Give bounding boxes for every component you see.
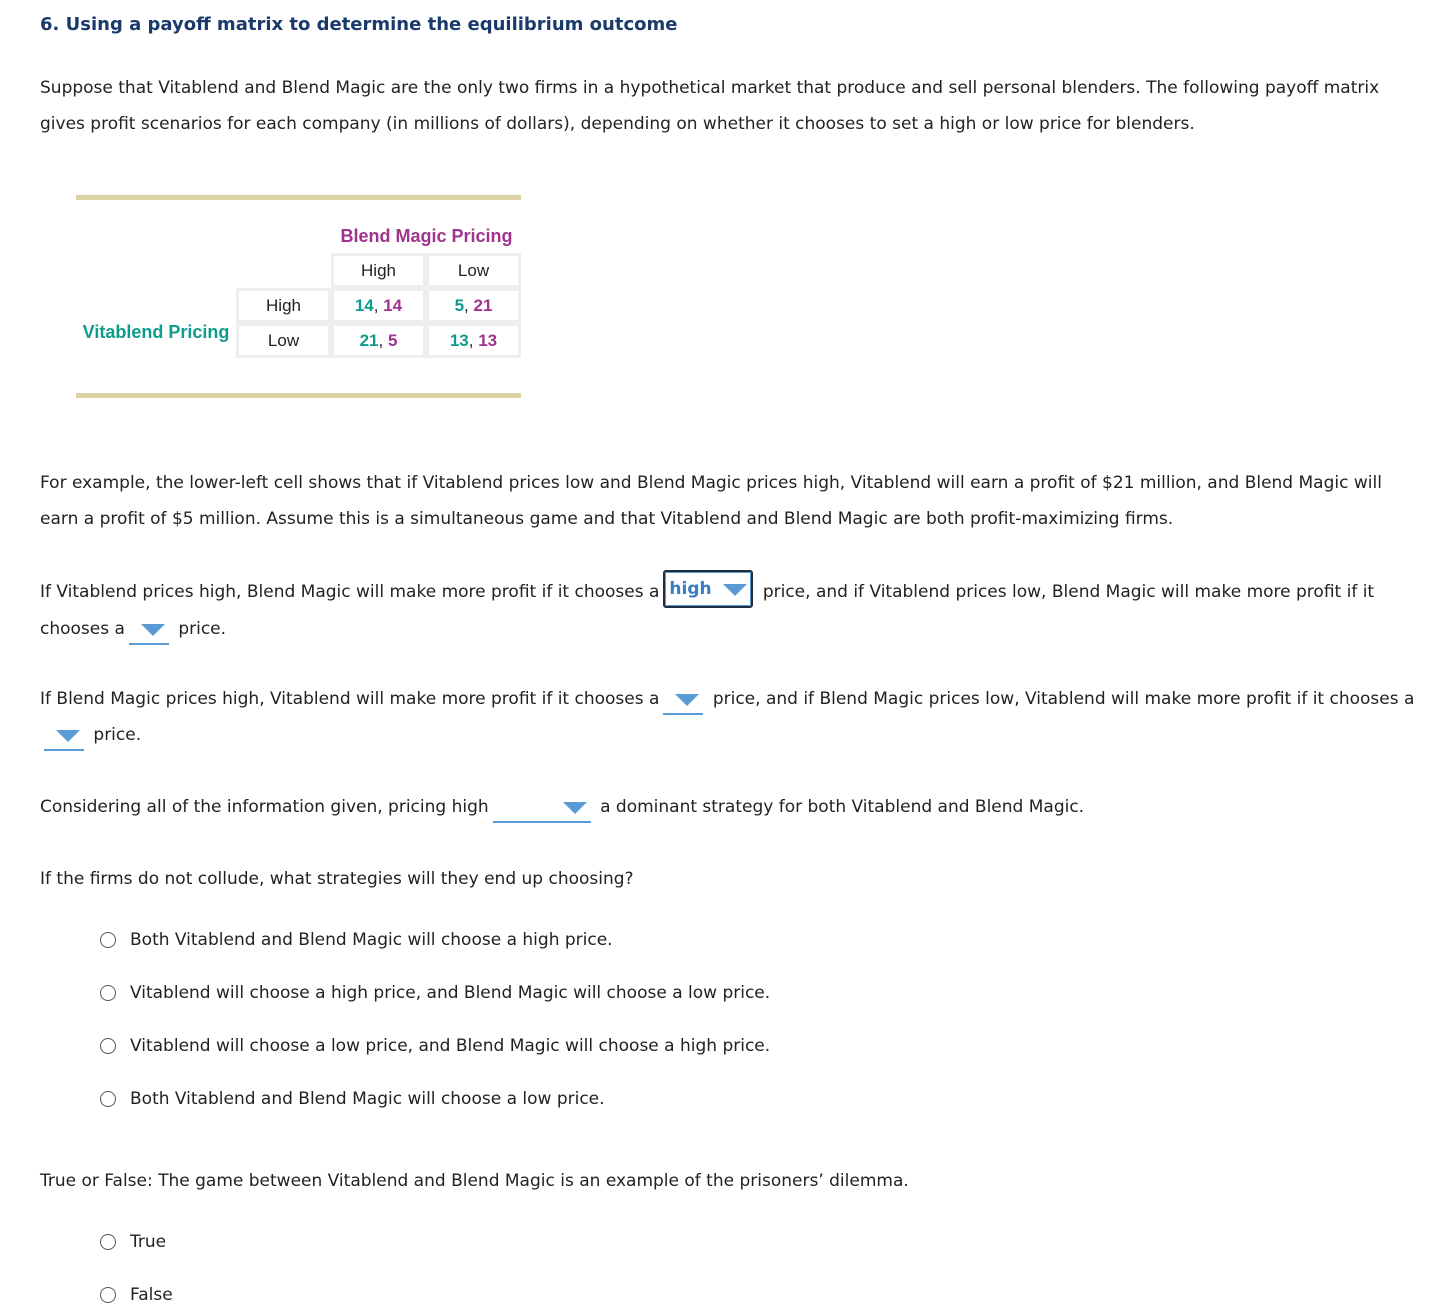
question-vitablend-response: If Blend Magic prices high, Vitablend will make more profit if it chooses a price, and if Blend Magic prices low, Vitablend will make more profit if it chooses a price. [40,681,1430,753]
radio-button[interactable] [100,985,116,1001]
payoff-matrix [236,253,521,358]
payoff-cell-high-low: 5, 21 [426,288,521,323]
col-label-high: High [331,253,426,288]
radio-button[interactable] [100,1234,116,1250]
col-label-low: Low [426,253,521,288]
chevron-down-icon [675,694,699,706]
matrix-bottom-rule [76,393,521,398]
dropdown-vita-if-bm-high[interactable] [663,685,703,715]
radio-button[interactable] [100,1091,116,1107]
radio-option-vita-low-bm-high[interactable]: Vitablend will choose a low price, and Blend Magic will choose a high price. [100,1035,770,1057]
radio-button[interactable] [100,1038,116,1054]
question-title: 6. Using a payoff matrix to determine the equilibrium outcome [40,14,678,35]
radio-option-both-high[interactable]: Both Vitablend and Blend Magic will choose a high price. [100,929,613,951]
question-blend-magic-response: If Vitablend prices high, Blend Magic will make more profit if it chooses a high price, and if Vitablend prices low, Blend Magic will make more profit if it chooses a price. [40,573,1430,647]
payoff-cell-low-low: 13, 13 [426,323,521,358]
payoff-cell-high-high: 14, 14 [331,288,426,323]
example-paragraph: For example, the lower-left cell shows that if Vitablend prices low and Blend Magic prices high, Vitablend will earn a profit of $21 million, and Blend Magic will earn a profit of $5 million. Assume this is a simultaneous game and that Vitablend and Blend Magic are both profit-maximizing firms. [40,473,1382,529]
payoff-cell-low-high: 21, 5 [331,323,426,358]
dropdown-bm-if-vita-low[interactable] [129,615,169,645]
radio-option-both-low[interactable]: Both Vitablend and Blend Magic will choose a low price. [100,1088,605,1110]
intro-paragraph: Suppose that Vitablend and Blend Magic are the only two firms in a hypothetical market that produce and sell personal blenders. The following payoff matrix gives profit scenarios for each company (in millions of dollars), depending on whether it chooses to set a high or low price for blenders. [40,78,1380,134]
question-dominant-strategy: Considering all of the information given, pricing high a dominant strategy for both Vitablend and Blend Magic. [40,789,1430,825]
matrix-top-rule [76,195,521,200]
radio-button[interactable] [100,1287,116,1303]
row-label-high: High [236,288,331,323]
row-label-low: Low [236,323,331,358]
radio-option-true[interactable]: True [100,1231,166,1253]
row-player-label: Vitablend Pricing [82,322,230,342]
chevron-down-icon [56,730,80,742]
radio-button[interactable] [100,932,116,948]
chevron-down-icon [563,802,587,814]
chevron-down-icon [141,624,165,636]
dropdown-dominant-strategy[interactable] [493,793,591,823]
radio-option-vita-high-bm-low[interactable]: Vitablend will choose a high price, and Blend Magic will choose a low price. [100,982,770,1004]
dropdown-vita-if-bm-low[interactable] [44,721,84,751]
question-prisoners-dilemma: True or False: The game between Vitablend and Blend Magic is an example of the prisoners’ dilemma. [40,1171,909,1191]
column-player-label: Blend Magic Pricing [340,226,513,246]
radio-option-false[interactable]: False [100,1284,173,1306]
dropdown-bm-if-vita-high[interactable]: high [663,570,753,608]
question-no-collusion: If the firms do not collude, what strategies will they end up choosing? [40,869,634,889]
chevron-down-icon [723,584,747,596]
